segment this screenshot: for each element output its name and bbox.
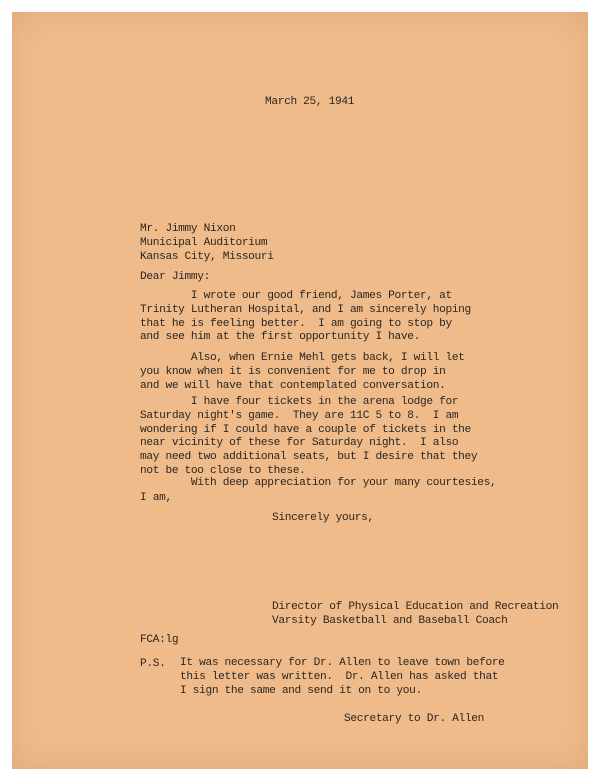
paragraph-1 xyxy=(140,290,471,345)
paragraph-line: and we will have that contemplated conversation. xyxy=(140,379,446,392)
postscript-line: It was necessary for Dr. Allen to leave town before xyxy=(180,657,505,669)
paragraph-line: Saturday night's game. They are 11C 5 to 8. I am xyxy=(140,409,459,422)
paragraph-3 xyxy=(140,396,477,479)
postscript-label: P.S. xyxy=(140,658,166,670)
recipient-org: Municipal Auditorium xyxy=(140,237,268,249)
paragraph-line: Trinity Lutheran Hospital, and I am sincerely hoping xyxy=(140,303,471,316)
paragraph-line: not be too close to these. xyxy=(140,464,306,477)
signature-title-1: Director of Physical Education and Recreation xyxy=(272,601,559,613)
paragraph-line: and see him at the first opportunity I have. xyxy=(140,331,420,344)
signature-title-2: Varsity Basketball and Baseball Coach xyxy=(272,615,508,627)
paragraph-line: that he is feeling better. I am going to stop by xyxy=(140,317,452,330)
recipient-city: Kansas City, Missouri xyxy=(140,251,274,263)
closing: Sincerely yours, xyxy=(272,512,374,524)
paragraph-4 xyxy=(140,477,496,491)
paragraph-line: Also, when Ernie Mehl gets back, I will let xyxy=(140,352,465,364)
letter-date: March 25, 1941 xyxy=(265,96,355,108)
paragraph-line: you know when it is convenient for me to drop in xyxy=(140,365,446,378)
initials: FCA:lg xyxy=(140,634,179,646)
paragraph-line: near vicinity of these for Saturday night. I also xyxy=(140,437,459,450)
recipient-name: Mr. Jimmy Nixon xyxy=(140,223,236,235)
paragraph-line: may need two additional seats, but I desire that they xyxy=(140,451,478,464)
salutation: Dear Jimmy: xyxy=(140,271,210,283)
postscript-line: this letter was written. Dr. Allen has asked that xyxy=(180,670,499,683)
paragraph-line: wondering if I could have a couple of tickets in the xyxy=(140,423,471,436)
paragraph-line: I wrote our good friend, James Porter, at xyxy=(140,290,452,302)
postscript-line: I sign the same and send it on to you. xyxy=(180,684,422,697)
closing-pre: I am, xyxy=(140,492,172,504)
paragraph-2 xyxy=(140,352,465,393)
paragraph-line: I have four tickets in the arena lodge for xyxy=(140,396,459,408)
postscript-body xyxy=(180,657,505,698)
secretary-line: Secretary to Dr. Allen xyxy=(344,713,484,725)
paragraph-line: With deep appreciation for your many courtesies, xyxy=(140,477,497,489)
